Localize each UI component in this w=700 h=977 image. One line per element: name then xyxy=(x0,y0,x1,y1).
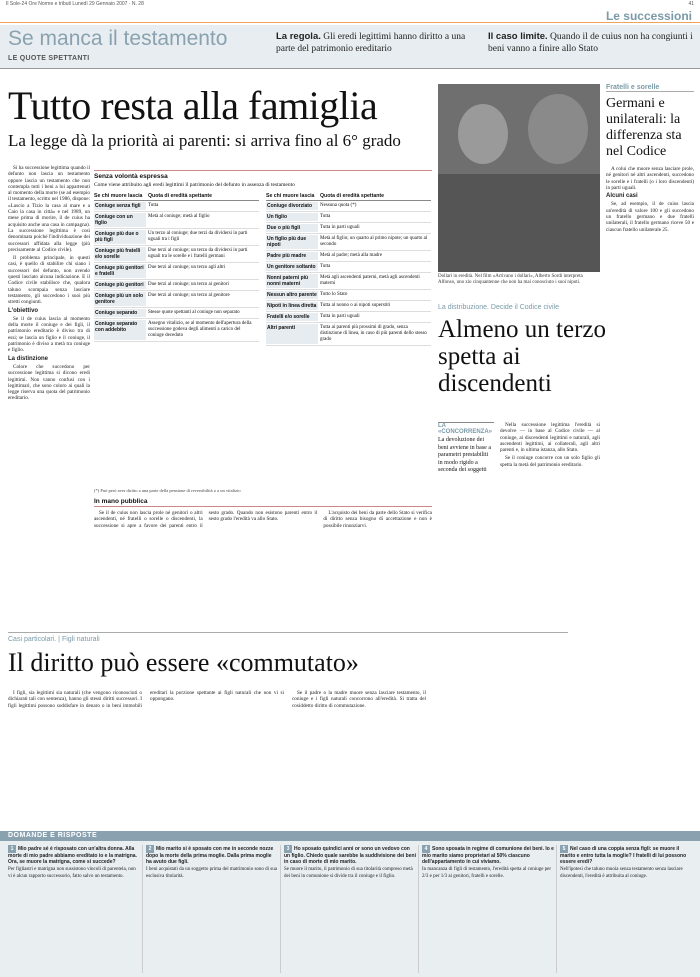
topic-subtitle: LE QUOTE SPETTANTI xyxy=(8,55,90,62)
table-cell-quota: Due terzi al coniuge; un terzo al genitore xyxy=(148,293,230,298)
table-cell-quota: Tutta xyxy=(320,264,331,269)
article-column-1 xyxy=(8,165,90,625)
qa-item xyxy=(284,845,416,880)
film-photo xyxy=(438,84,600,272)
sidebar-kicker: Fratelli e sorelle xyxy=(606,84,694,92)
distribution-title: Almeno un terzo spetta ai discendenti xyxy=(438,316,607,397)
table-cell-quota: Nessuna quota (*) xyxy=(320,203,357,208)
table-row xyxy=(94,308,259,319)
paragraph: Nella successione legittima l'eredità si devolve — in base al Codice civile — al coniuge, ai discendenti legittimi e naturali, agli ascendenti legittimi, ai collaterali, agli altri parenti e, in ultima istanza, allo Stato. xyxy=(500,422,600,454)
subheading-distinzione: La distinzione xyxy=(8,355,49,362)
paragraph: Se il de cuius lascia al momento della morte il coniuge e dei figli, il patrimonio ereditario è diviso tra di essi; se lascia un figlio e il coniuge, il patrimonio è diviso a metà tra coniuge e figlio. xyxy=(8,315,90,354)
paragraph: Se, ad esempio, il de cuius lascia un'eredità di valore 100 e gli succedono un fratello germano e due fratelli unilaterali, il fratello germano riceve 50 e ciascun fratello unilaterale 25. xyxy=(606,201,694,233)
table-note: (*) Può però aver diritto a una parte della pensione di reversibilità o a un vitalizio xyxy=(94,488,241,493)
table-row xyxy=(266,273,431,290)
column-divider xyxy=(418,845,419,973)
table-cell-quota: Due terzi al coniuge; un terzo da dividersi in parti uguali tra le sorelle e i fratelli germani xyxy=(148,248,248,259)
paragraph: Se il de cuius non lascia prole né genitori o altri ascendenti, né fratelli o sorelle o discendenti, la successione si apre a favore dei parenti entro il sesto grado. Quando non esistono parenti entro il sesto grado l'eredità va allo Stato. xyxy=(94,510,318,529)
qa-answer: Nell'ipotesi che taluno muoia senza testamento senza lasciare discendenti, l'eredità è attribuita al coniuge. xyxy=(560,867,683,879)
table-cell-heir: Coniuge senza figli xyxy=(94,202,146,210)
mano-caption: In mano pubblica xyxy=(94,498,432,507)
table-cell-heir: Padre più madre xyxy=(266,252,318,260)
table-cell-quota: Un terzo al coniuge; due terzi da dividersi in parti uguali tra i figli xyxy=(148,231,248,242)
paragraph: Se il coniuge concorre con un solo figlio gli spetta la metà del patrimonio ereditario. xyxy=(500,455,600,468)
subheading-obiettivo: L'obiettivo xyxy=(8,307,39,314)
table-row xyxy=(94,291,259,308)
table-cell-heir: Nonni paterni più nonni materni xyxy=(266,274,318,288)
qa-answer: Per figliastri e matrigna non sussistono vincoli di parentela, non vi è alcun rapporto successorio, fatto salvo un testamento. xyxy=(8,867,136,879)
table-cell-heir: Un figlio xyxy=(266,213,318,221)
headline: Tutto resta alla famiglia xyxy=(8,83,378,128)
table-cell-heir: Coniuge più genitori xyxy=(94,281,146,289)
casi-title: Il diritto può essere «commutato» xyxy=(8,648,359,677)
paragraph: A colui che muore senza lasciare prole, né genitori né altri ascendenti, succedono le sorelle e i fratelli (o i loro discendenti) in parti uguali. xyxy=(606,166,694,191)
table-cell-quota: Metà al coniuge; metà al figlio xyxy=(148,214,210,219)
table-cell-quota: Due terzi al coniuge; un terzo agli altri xyxy=(148,265,226,270)
table-caption: Senza volontà espressa xyxy=(94,173,168,180)
qa-question xyxy=(8,845,140,865)
header-cell: Quota di eredità spettante xyxy=(320,193,384,199)
table-header xyxy=(94,193,259,201)
qa-question xyxy=(560,845,692,865)
qa-question-text: Mio marito si è sposato con me in seconde nozze dopo la morte della prima moglie. Dalla prima moglie ha avuto due figli. xyxy=(146,846,274,866)
teaser-rule-kicker: La regola. xyxy=(276,31,321,42)
table-right xyxy=(266,193,431,346)
table-cell-heir: Coniuge con un figlio xyxy=(94,213,146,227)
qa-number: 4 xyxy=(422,845,430,853)
photo-caption: Dollari in eredità. Nel film «Arrivano i dollari», Alberto Sordi interpreta Alfonso, uno zio cinquantenne che non ha mai conosciuto i suoi nipoti. xyxy=(438,274,583,285)
table-cell-quota: Tutta xyxy=(148,203,159,208)
table-row xyxy=(94,319,259,342)
column-divider xyxy=(142,845,143,973)
table-cell-quota: Assegno vitalizio, se al momento dell'apertura della successione godeva degli alimenti a carico del coniuge deceduto xyxy=(148,321,252,338)
qa-answer: In mancanza di figli di testamento, l'eredità spetta al coniuge per 2/3 e per 1/3 ai genitori, fratelli e sorelle. xyxy=(422,867,552,879)
casi-body xyxy=(8,690,568,822)
sidebar-title: Germani e unilaterali: la differenza sta nel Codice xyxy=(606,96,682,159)
header-cell: Quota di eredità spettante xyxy=(148,193,212,199)
qa-section xyxy=(0,831,700,977)
table-cell-quota: Stesse quote spettanti al coniuge non separato xyxy=(148,310,240,315)
table-cell-heir: Due o più figli xyxy=(266,224,318,232)
qa-number: 1 xyxy=(8,845,16,853)
divider xyxy=(8,632,568,633)
concorrenza-head: LA «CONCORRENZA» xyxy=(438,423,493,435)
qa-question-text: Mio padre sé è risposato con un'altra donna. Alla morte di mio padre abbiamo ereditato io e la matrigna. Ora, se muore la matrigna, come si succede? xyxy=(8,846,137,866)
figure-shape xyxy=(458,104,508,164)
table-cell-quota: Tutta in parti uguali xyxy=(320,314,360,319)
qa-item xyxy=(8,845,140,880)
table-row xyxy=(94,201,259,212)
teaser-limit-kicker: Il caso limite. xyxy=(488,31,548,42)
table-cell-quota: Metà al figlio; un quarto al primo nipote; un quarto al secondo xyxy=(320,236,428,247)
sidebar-subheading: Alcuni casi xyxy=(606,193,638,200)
qa-answer: I beni acquistati da un soggetto prima del matrimonio sono di sua esclusiva titolarità. xyxy=(146,867,277,879)
table-cell-heir: Nipoti in linea diretta xyxy=(267,303,317,309)
qa-number: 3 xyxy=(284,845,292,853)
table-left xyxy=(94,193,259,342)
distribution-body xyxy=(500,422,600,622)
table-row xyxy=(266,290,431,301)
table-cell-quota: Tutta in parti uguali xyxy=(320,225,360,230)
section-label: Le successioni xyxy=(605,9,692,23)
table-cell-heir: Coniuge separato xyxy=(94,309,146,317)
table-row xyxy=(266,262,431,273)
paragraph: Colore che succedono per successione legittima si dicono eredi legittimi. Non vanno confusi con i legittimari, che sono coloro ai quali la legge riserva una quota del patrimonio ereditario. xyxy=(8,363,90,402)
mano-body xyxy=(94,510,432,610)
qa-question-text: Sono sposata in regime di comunione dei beni. Io e mio marito siamo proprietari al 50% ciascuno dell'appartamento in cui viviamo. xyxy=(422,846,554,866)
table-cell-heir: Coniuge più due o più figli xyxy=(94,230,146,244)
table-cell-heir: Altri parenti xyxy=(266,324,318,344)
figure-shape xyxy=(528,94,588,164)
table-row xyxy=(266,301,431,312)
masthead xyxy=(0,0,700,8)
table-row xyxy=(94,263,259,280)
table-row xyxy=(266,201,431,212)
subheadline: La legge dà la priorità ai parenti: si arriva fino al 6° grado xyxy=(8,131,401,150)
table-cell-quota: Tutta al nonno o ai nipoti superstiti xyxy=(320,303,391,308)
qa-question xyxy=(146,845,278,865)
distribution-kicker: La distribuzione. Decide il Codice civile xyxy=(438,304,560,311)
page-number: 41 xyxy=(688,1,694,7)
table-cell-heir: Coniuge più un solo genitore xyxy=(94,292,146,306)
qa-question xyxy=(422,845,554,865)
qa-answer: Se muore il marito, il patrimonio di sua titolarità compreso metà dei beni in comunione si divide tra il coniuge e il figlio. xyxy=(284,867,413,879)
table-cell-heir: Coniuge più fratelli e/o sorelle xyxy=(94,247,146,261)
table-row xyxy=(266,212,431,223)
paragraph: Se il padre o la madre muore senza lasciare testamento, il coniuge e i figli naturali concorrono all'eredità. Si tratta del cosiddetto diritto di commutazione. xyxy=(292,690,426,709)
masthead-info: Il Sole-24 Ore Norme e tributi Lunedì 29 Gennaio 2007 · N. 28 xyxy=(6,1,144,7)
mano-pubblica-box xyxy=(94,498,432,612)
table-row xyxy=(94,212,259,229)
table-cell-quota: Tutto lo Stato xyxy=(320,292,348,297)
sidebar-body xyxy=(606,166,694,426)
qa-question-text: Nel caso di una coppia senza figli: se muore il marito e entro tutta la moglie? I fratelli di lui possono essere eredi? xyxy=(560,846,687,866)
table-cell-heir: Un figlio più due nipoti xyxy=(266,235,318,249)
paragraph: Si ha successione legittima quando il defunto non lascia un testamento oppure lascia un testamento che non contempla tutti i beni a lui appartenuti al momento della morte (se ad esempio il testamento, scritto nel 1986, dispone: «Lascio a Tizio la casa al mare e a Caio la casa in città» e nel 1989, un mese prima di morire, il de cuius ha acquisito anche una casa in campagna). La successione legittima è così denominata poiché l'individuazione dei successori affidata alla legge (più precisamente al Codice civile). xyxy=(8,165,90,253)
table-cell-heir: Coniuge separato con addebito xyxy=(94,320,146,340)
table-cell-heir: Fratelli e/o sorelle xyxy=(266,313,318,321)
table-cell-heir: Coniuge divorziato xyxy=(266,202,318,210)
table-row xyxy=(266,312,431,323)
paragraph: Il problema principale, in questi casi, è quello di stabilire chi siano i successori del defunto, non avendo questi lasciato alcuna indicazione. E il Codice civile stabilisce che, qualora taluno scompaia senza lasciare testamento, gli succedono i suoi più stretti congiunti. xyxy=(8,255,90,306)
topic-title: Se manca il testamento xyxy=(8,27,228,50)
table-cell-quota: Tutta ai parenti più prossimi di grado, senza distinzione di linea, in caso di più parenti dello stesso grado xyxy=(320,325,427,342)
teaser-limit-text: Quando il de cuius non ha congiunti i beni vanno a finire allo Stato xyxy=(488,32,693,54)
column-divider xyxy=(280,845,281,973)
table-row xyxy=(94,229,259,246)
concorrenza-text: La devoluzione dei beni avviene in base a parametri prestabiliti in modo rigido a seconda dei soggetti xyxy=(438,437,491,473)
table-cell-quota: Metà agli ascendenti paterni, metà agli ascendenti materni xyxy=(320,275,420,286)
table-header xyxy=(266,193,431,201)
teaser-rule xyxy=(276,31,476,55)
qa-question-text: Ho sposato quindici anni or sono un vedovo con un figlio. Chiedo quale sarebbe la suddivisione dei beni in caso di morte di mio marito. xyxy=(284,846,416,866)
table-row xyxy=(266,323,431,346)
qa-item xyxy=(146,845,278,880)
table-cell-heir: Nessun altro parente xyxy=(267,292,317,298)
teaser-limit xyxy=(488,31,694,55)
qa-number: 2 xyxy=(146,845,154,853)
qa-bar: DOMANDE E RISPOSTE xyxy=(0,831,700,841)
table-intro: Come viene attribuito agli eredi legittimi il patrimonio del defunto in assenza di testamento xyxy=(94,182,295,188)
qa-number: 5 xyxy=(560,845,568,853)
table-row xyxy=(266,223,431,234)
figure-shape xyxy=(438,174,600,272)
qa-question xyxy=(284,845,416,865)
table-cell-quota: Tutta xyxy=(320,214,331,219)
table-row xyxy=(266,251,431,262)
topic-header xyxy=(0,25,700,69)
qa-item xyxy=(422,845,554,880)
table-cell-heir: Un genitore soltanto xyxy=(266,263,318,271)
paragraph: L'acquisto dei beni da parte dello Stato si verifica di diritto senza bisogno di accettazione e non è possibile rinunziarvi. xyxy=(323,510,432,529)
casi-kicker: Casi particolari. | Figli naturali xyxy=(8,636,100,643)
table-cell-quota: Metà al padre; metà alla madre xyxy=(320,253,383,258)
qa-item xyxy=(560,845,692,880)
header-cell: Se chi muore lascia xyxy=(94,193,143,199)
table-cell-quota: Due terzi al coniuge; un terzo ai genitori xyxy=(148,282,229,287)
paragraph: I figli, sia legittimi sia naturali (che vengono riconosciuti o dichiarati tali con sentenza), hanno gli stessi diritti successori. I figli legittimi possono soddisfare in denaro o in beni immobili ereditari la porzione spettante ai figli naturali che non vi si oppongano. xyxy=(8,690,284,709)
teaser-rule-text: Gli eredi legittimi hanno diritto a una parte del patrimonio ereditario xyxy=(276,32,466,54)
table-row xyxy=(94,246,259,263)
column-divider xyxy=(556,845,557,973)
section-bar xyxy=(0,9,700,23)
quota-table xyxy=(94,170,432,495)
table-row xyxy=(266,234,431,251)
table-row xyxy=(94,280,259,291)
sidebar-fratelli xyxy=(606,84,694,426)
table-cell-heir: Coniuge più genitori e fratelli xyxy=(94,264,146,278)
concorrenza-box xyxy=(438,422,494,502)
header-cell: Se chi muore lascia xyxy=(266,193,315,199)
